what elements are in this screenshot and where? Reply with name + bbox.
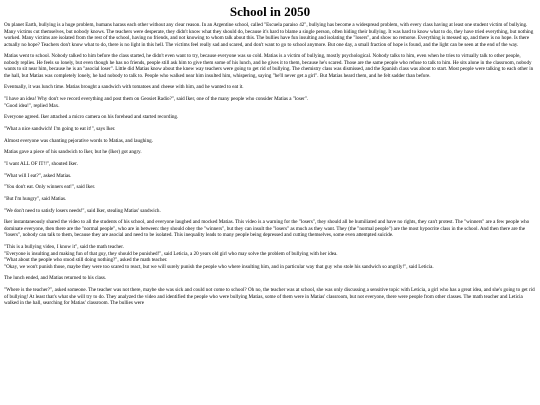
story-body xyxy=(4,22,536,312)
paragraph-line: "What will I eat?", asked Matias. xyxy=(4,172,72,179)
paragraph-line: "We don't need to satisfy losers needs!", said Iker, stealing Matias' sandwich. xyxy=(4,207,161,214)
story-paragraph xyxy=(4,208,536,215)
story-paragraph xyxy=(4,173,536,180)
story-paragraph xyxy=(4,287,536,307)
story-paragraph xyxy=(4,114,536,121)
paragraph-line: "Okay, we won't punish those, maybe they were too scared to react, but we will surely punish the people who where insulting him, and in particular way that guy who stole his sandwich so angrily!", said Leticia. xyxy=(4,263,434,270)
paragraph-line: Matias went to school. Nobody talked to him before the class started, he didn't even want to try, because everyone was so cold. Matias is a victim of bullying, mostly psychological. Nobody talks to him, even when he tries to virtually talk to other people, nobody replies. He feels so lonely, but even though he has no friends, people still ask him to give them some of his lunch, and he gives it to them, because he's scared. Those are the same people who refuse to talk to him. He sits alone in the classroom, nobody wants to sit near him, because he is an "asocial loser". Little did Matias know about the knew way teachers were going to get rid of bullying. The chemistry class was dismissed, and the Spanish class was about to start. Most people were talking to each other in the hall, but Matias was completely lonely, he had nobody to talk to. People who walked near him insulted him, whispering, saying "he'll never get a girl". But Matias heard them, and he felt sadder than before. xyxy=(4,53,534,79)
story-paragraph xyxy=(4,149,536,156)
story-paragraph xyxy=(4,22,536,48)
paragraph-line: Matias gave a piece of his sandwich to Iker, but he (Iker) got angry. xyxy=(4,149,142,156)
paragraph-line: "I want ALL OF IT!!", shouted Iker. xyxy=(4,161,78,167)
story-paragraph xyxy=(4,138,536,145)
page-title: School in 2050 xyxy=(229,4,311,19)
paragraph-line: The lunch ended, and Matias returned to his class. xyxy=(4,275,107,282)
story-paragraph xyxy=(4,126,536,133)
paragraph-line: "Good idea!", replied Max. xyxy=(4,102,60,109)
story-paragraph xyxy=(4,184,536,191)
paragraph-line: "What a nice sandwich! I'm going to eat it!", says Iker. xyxy=(4,125,116,132)
paragraph-line: Everyone agreed. Iker attached a micro camera on his forehead and started recording. xyxy=(4,114,179,121)
story-paragraph xyxy=(4,196,536,203)
story-paragraph xyxy=(4,161,536,168)
paragraph-line: Almost everyone was chanting pejorative words to Matias, and laughing. xyxy=(4,137,153,144)
story-paragraph xyxy=(4,96,536,109)
paragraph-line: "Everyone is insulting and making fun of that guy, they should be punished!", said Leticia, a 20 years old girl who may solve the problem of bullying with her idea. xyxy=(4,250,338,257)
story-paragraph xyxy=(4,53,536,79)
paragraph-line: "I have an idea! Why don't we record everything and post them on Geosiet Radio?", said Iker, one of the many people who consider Matias a "loser". xyxy=(4,96,309,103)
paragraph-line: "What about the people who stood still doing nothing?", asked the math teacher. xyxy=(4,257,168,264)
paragraph-line: "Where is the teacher?", asked someone. The teacher was not there, maybe she was sick and could not come to school? Oh no, the teacher was at school, she was only discussing a sensitive topic with Leticia, a girl who has a great idea, and she's going to get rid of bullying! At least that's what she will try to do. They analyzed the video and identified the people who were bullying Matias, some of them were in Matias' classroom, but not everyone, there were people from other classes. The math teacher and Leticia walked in the hall, searching for Matias' classroom. The bullies were xyxy=(4,287,535,306)
paragraph-line: "This is a bullying video, I know it", said the math teacher. xyxy=(4,244,124,251)
paragraph-line: Eventually, it was lunch time. Matias brought a sandwich with tomatoes and cheese with him, and he wanted to eat it. xyxy=(4,84,244,91)
story-paragraph xyxy=(4,244,536,270)
paragraph-line: "But I'm hungry", said Matias. xyxy=(4,196,67,203)
story-paragraph xyxy=(4,275,536,282)
story-paragraph xyxy=(4,219,536,239)
paragraph-line: Iker instantaneously shared the video to all the students of his school, and everyone laughed and mocked Matias. This video is a warning for the "losers", they should all be humiliated and have no rights, they can't protest. The "winners" are a few people who dominate everyone, then there are the "normal people", who are in between: they should obey the "winners", but they can insult the "losers" as much as they want. They (the "normal people") are the most hypocrite class in the school. And then there are the "losers", nobody can talk to them, because they are asocial and need to be isolated. This inequality leads to many people being depressed and cutting themselves, some even attempted suicide. xyxy=(4,219,530,239)
story-paragraph xyxy=(4,84,536,91)
paragraph-line: "You don't eat. Only winners eat!", said Iker. xyxy=(4,184,96,191)
paragraph-line: On planet Earth, bullying is a huge problem, humans harass each other without any clear reason. In an Argentine school, called "Escuela paraiso 42", bullying has become a widespread problem, with every class having at least one student victim of bullying. Many victims cut themselves, but nobody knows. The teachers were desperate, they didn't know what they should do, because it's hard to blame a single person, often hiding their bullying. It was hard to know what to do, they have tried everything, but nothing worked. Many victims are isolated from the rest of the school, having no friends, and not knowing to whom talk about this. The bullies have fun insulting and isolating the "losers", and show no remorse. Everything is messed up, and there is no hope. Is there actually no hope? Teachers don't know what to do, there is no light in this hell. The victims feel really sad and scared, and don't want to go to school anymore. But one day, a small fraction of hope is found, and the light can be seen at the end of the way. xyxy=(4,22,534,48)
